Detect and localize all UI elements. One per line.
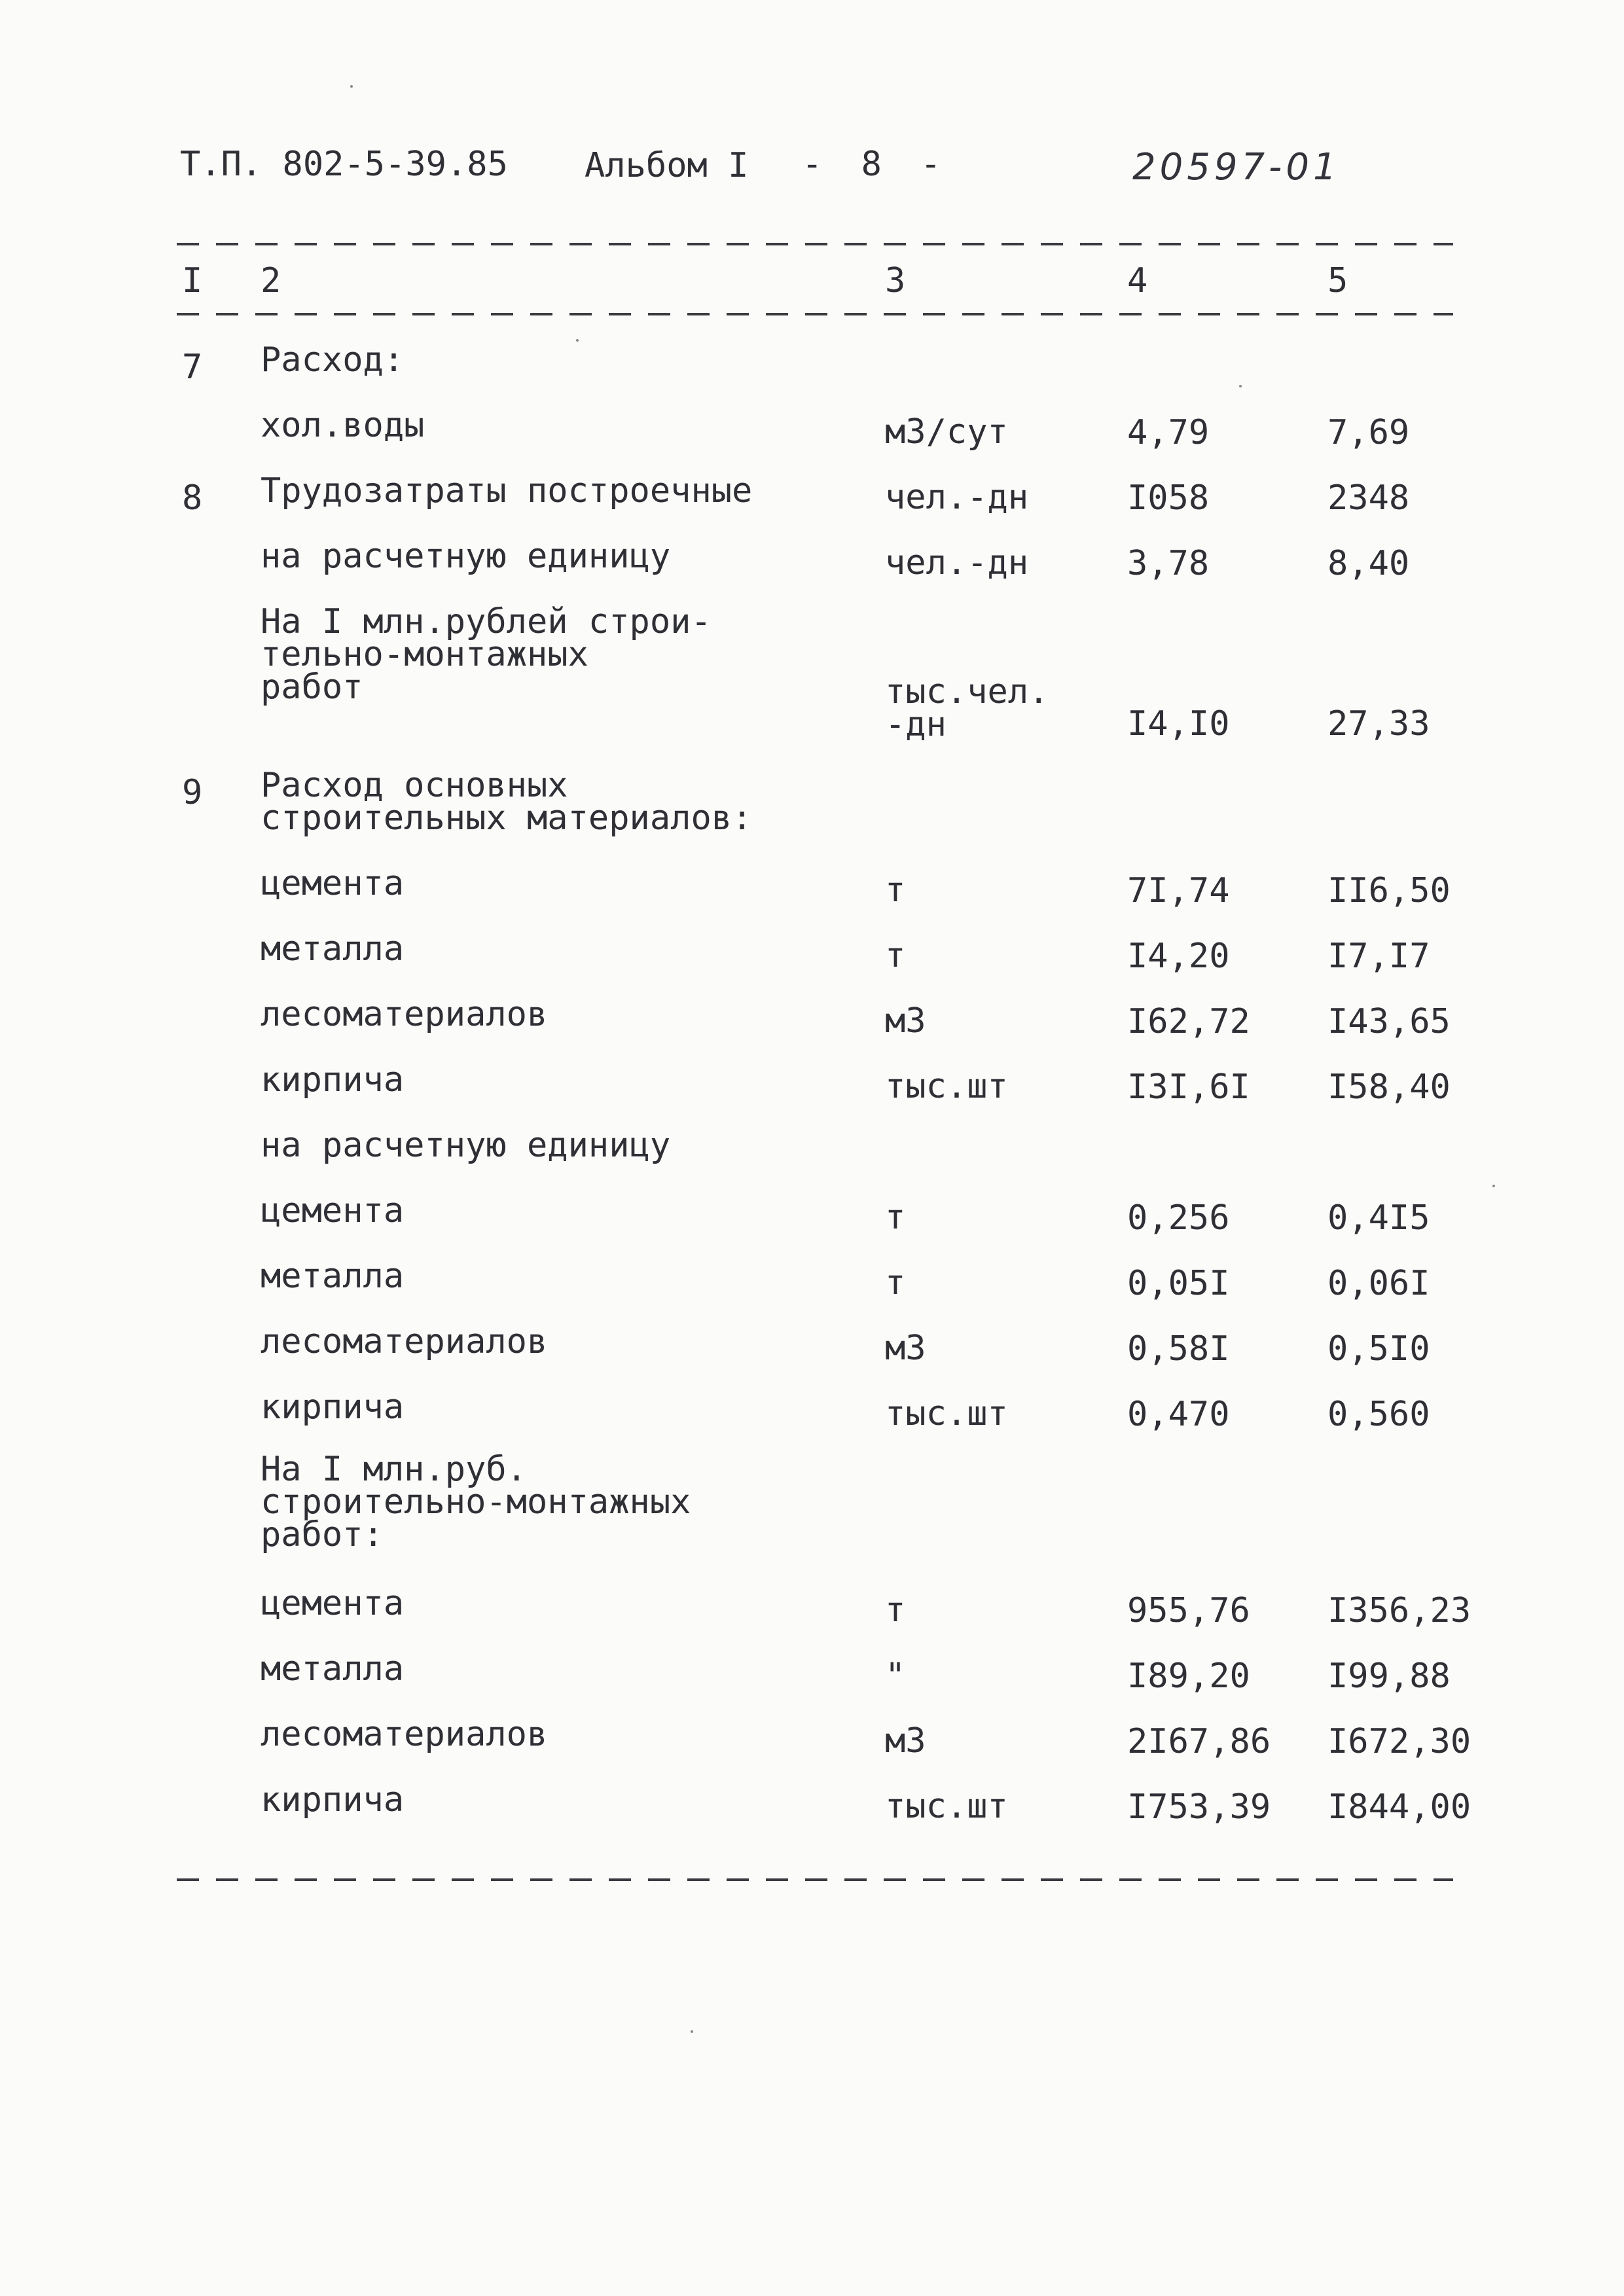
row-name: кирпича bbox=[261, 1780, 405, 1820]
row-value-col5: 0,4I5 bbox=[1327, 1198, 1430, 1238]
row-unit: тыс.чел. -дн bbox=[885, 672, 1049, 744]
row-name: На I млн.руб. строительно-монтажных работ: bbox=[261, 1450, 691, 1554]
col-header-1: I bbox=[182, 261, 203, 300]
row-value-col4: I4,20 bbox=[1127, 937, 1230, 976]
row-name: лесоматериалов bbox=[261, 1715, 548, 1754]
row-number: 8 bbox=[182, 478, 203, 518]
row-unit: чел.-дн bbox=[885, 543, 1029, 583]
row-value-col4: I753,39 bbox=[1127, 1787, 1271, 1827]
row-value-col5: 0,5I0 bbox=[1327, 1329, 1430, 1369]
row-value-col4: 2I67,86 bbox=[1127, 1722, 1271, 1761]
row-unit: " bbox=[885, 1656, 906, 1695]
row-unit: тыс.шт bbox=[885, 1394, 1008, 1433]
row-unit: т bbox=[885, 1198, 906, 1237]
row-value-col4: 0,470 bbox=[1127, 1395, 1230, 1434]
row-name: Трудозатраты построечные bbox=[261, 471, 753, 511]
row-value-col4: I4,I0 bbox=[1127, 704, 1230, 744]
header-rule-top bbox=[177, 243, 1453, 245]
row-value-col5: 0,560 bbox=[1327, 1395, 1430, 1434]
row-number: 9 bbox=[182, 773, 203, 812]
row-value-col4: 3,78 bbox=[1127, 544, 1210, 583]
row-name: лесоматериалов bbox=[261, 995, 548, 1034]
page-number: - 8 - bbox=[802, 145, 950, 184]
row-value-col5: I672,30 bbox=[1327, 1722, 1471, 1761]
row-name: хол.воды bbox=[261, 406, 425, 445]
row-name: металла bbox=[261, 929, 405, 969]
row-value-col4: 955,76 bbox=[1127, 1591, 1250, 1630]
row-value-col5: I43,65 bbox=[1327, 1002, 1451, 1041]
row-name: лесоматериалов bbox=[261, 1322, 548, 1361]
row-value-col5: 8,40 bbox=[1327, 544, 1410, 583]
row-value-col5: 0,06I bbox=[1327, 1264, 1430, 1303]
row-name: Расход: bbox=[261, 340, 405, 380]
row-name: кирпича bbox=[261, 1388, 405, 1427]
row-unit: м3 bbox=[885, 1721, 926, 1761]
row-unit: м3 bbox=[885, 1001, 926, 1041]
row-name: цемента bbox=[261, 1584, 405, 1623]
table-rule-end bbox=[177, 1878, 1453, 1881]
row-value-col4: I62,72 bbox=[1127, 1002, 1250, 1041]
row-unit: т bbox=[885, 1590, 906, 1630]
row-value-col4: I89,20 bbox=[1127, 1657, 1250, 1696]
row-name: на расчетную единицу bbox=[261, 1126, 671, 1165]
row-value-col5: I58,40 bbox=[1327, 1067, 1451, 1107]
header-rule-bottom bbox=[177, 313, 1453, 315]
row-value-col5: 2348 bbox=[1327, 478, 1410, 518]
row-unit: тыс.шт bbox=[885, 1067, 1008, 1106]
row-value-col5: I356,23 bbox=[1327, 1591, 1471, 1630]
row-value-col4: I058 bbox=[1127, 478, 1210, 518]
album-label: Альбом I bbox=[585, 146, 749, 185]
row-unit: т bbox=[885, 936, 906, 975]
row-value-col5: II6,50 bbox=[1327, 871, 1451, 910]
row-unit: т bbox=[885, 1263, 906, 1302]
col-header-2: 2 bbox=[261, 261, 281, 300]
doc-code: Т.П. 802-5-39.85 bbox=[180, 145, 508, 184]
row-value-col5: 27,33 bbox=[1327, 704, 1430, 744]
col-header-5: 5 bbox=[1327, 261, 1348, 300]
row-value-col4: 7I,74 bbox=[1127, 871, 1230, 910]
row-value-col5: I99,88 bbox=[1327, 1657, 1451, 1696]
row-value-col5: I844,00 bbox=[1327, 1787, 1471, 1827]
row-name: металла bbox=[261, 1257, 405, 1296]
row-value-col4: 0,256 bbox=[1127, 1198, 1230, 1238]
row-unit: м3 bbox=[885, 1329, 926, 1368]
col-header-4: 4 bbox=[1127, 261, 1148, 300]
scan-speck bbox=[691, 2030, 693, 2033]
row-name: кирпича bbox=[261, 1060, 405, 1100]
row-value-col5: 7,69 bbox=[1327, 413, 1410, 452]
row-unit: чел.-дн bbox=[885, 478, 1029, 517]
scan-speck bbox=[1492, 1185, 1495, 1187]
row-number: 7 bbox=[182, 348, 203, 387]
row-name: на расчетную единицу bbox=[261, 537, 671, 576]
row-unit: тыс.шт bbox=[885, 1787, 1008, 1826]
row-name: цемента bbox=[261, 864, 405, 903]
row-value-col4: 0,58I bbox=[1127, 1329, 1230, 1369]
scan-speck bbox=[576, 339, 579, 342]
row-name: металла bbox=[261, 1649, 405, 1689]
row-unit: т bbox=[885, 870, 906, 910]
row-name: цемента bbox=[261, 1191, 405, 1230]
row-value-col4: 0,05I bbox=[1127, 1264, 1230, 1303]
row-value-col4: I3I,6I bbox=[1127, 1067, 1250, 1107]
scan-speck bbox=[350, 85, 353, 88]
scan-speck bbox=[1239, 385, 1242, 387]
row-value-col4: 4,79 bbox=[1127, 413, 1210, 452]
archive-stamp: 20597-01 bbox=[1132, 146, 1341, 188]
row-name: На I млн.рублей строи- тельно-монтажных работ bbox=[261, 602, 712, 707]
col-header-3: 3 bbox=[885, 261, 906, 300]
row-unit: м3/сут bbox=[885, 412, 1008, 452]
row-value-col5: I7,I7 bbox=[1327, 937, 1430, 976]
row-name: Расход основных строительных материалов: bbox=[261, 766, 753, 838]
